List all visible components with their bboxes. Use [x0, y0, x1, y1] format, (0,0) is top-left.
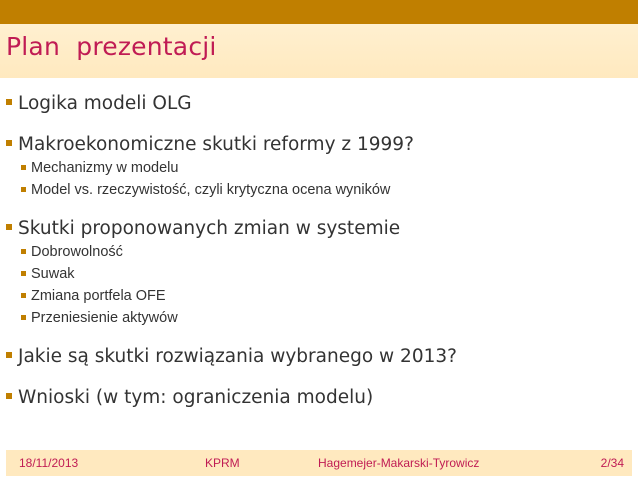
- square-bullet-icon: [6, 352, 12, 358]
- sub-bullet-text: Model vs. rzeczywistość, czyli krytyczna ocena wyników: [31, 182, 391, 198]
- sub-bullet-item: [6, 307, 631, 329]
- square-bullet-icon: [21, 271, 26, 276]
- sub-bullet-text: Dobrowolność: [31, 244, 123, 260]
- sub-bullet-text: Zmiana portfela OFE: [31, 288, 166, 304]
- bullet-item: [6, 133, 631, 157]
- bullet-text: Jakie są skutki rozwiązania wybranego w 2013?: [18, 346, 457, 367]
- square-bullet-icon: [6, 224, 12, 230]
- square-bullet-icon: [6, 99, 12, 105]
- footer-organization: KPRM: [205, 456, 240, 470]
- top-bar: [0, 0, 638, 24]
- sub-bullet-item: [6, 157, 631, 179]
- sub-bullet-item: [6, 285, 631, 307]
- bullet-item: [6, 92, 631, 116]
- sub-bullet-item: [6, 241, 631, 263]
- square-bullet-icon: [21, 187, 26, 192]
- sub-bullet-item: [6, 179, 631, 201]
- bullet-text: Makroekonomiczne skutki reformy z 1999?: [18, 134, 414, 155]
- square-bullet-icon: [21, 293, 26, 298]
- bullet-text: Wnioski (w tym: ograniczenia modelu): [18, 387, 374, 408]
- square-bullet-icon: [21, 249, 26, 254]
- bullet-item: [6, 386, 631, 410]
- bullet-text: Logika modeli OLG: [18, 93, 192, 114]
- slide-footer: [6, 450, 632, 476]
- bullet-text: Skutki proponowanych zmian w systemie: [18, 218, 401, 239]
- slide-title: Plan prezentacji: [6, 32, 217, 61]
- bullet-item: [6, 345, 631, 369]
- sub-bullet-text: Mechanizmy w modelu: [31, 160, 179, 176]
- footer-authors: Hagemejer-Makarski-Tyrowicz: [318, 456, 480, 470]
- square-bullet-icon: [6, 140, 12, 146]
- slide-content: [6, 92, 631, 410]
- square-bullet-icon: [21, 165, 26, 170]
- footer-date: 18/11/2013: [19, 456, 79, 470]
- square-bullet-icon: [21, 315, 26, 320]
- sub-bullet-item: [6, 263, 631, 285]
- square-bullet-icon: [6, 393, 12, 399]
- bullet-item: [6, 217, 631, 241]
- footer-page-number: 2/34: [600, 456, 624, 470]
- sub-bullet-text: Przeniesienie aktywów: [31, 310, 178, 326]
- sub-bullet-text: Suwak: [31, 266, 75, 282]
